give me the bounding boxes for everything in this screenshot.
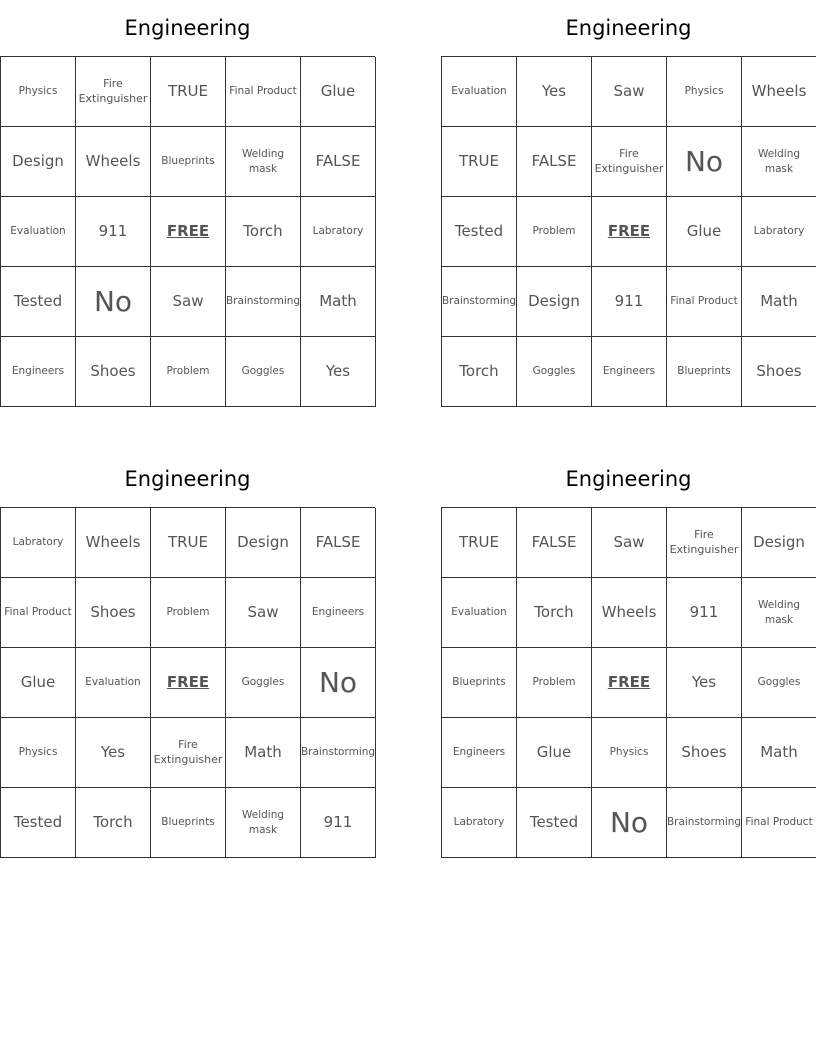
- bingo-cell: Fire Extinguisher: [151, 718, 226, 788]
- bingo-cell: Fire Extinguisher: [667, 508, 742, 578]
- bingo-grid: [441, 56, 816, 407]
- bingo-cell: Shoes: [742, 337, 816, 407]
- bingo-cell: Physics: [592, 718, 667, 788]
- bingo-cell: Saw: [592, 57, 667, 127]
- bingo-cell: Final Product: [667, 267, 742, 337]
- bingo-cell: Wheels: [592, 578, 667, 648]
- bingo-card-2: [441, 0, 816, 407]
- bingo-cell: Glue: [301, 57, 376, 127]
- bingo-cell: Shoes: [667, 718, 742, 788]
- card-title: Engineering: [565, 467, 692, 491]
- bingo-cell: Torch: [517, 578, 592, 648]
- bingo-cell: Torch: [226, 197, 301, 267]
- bingo-cell: Design: [517, 267, 592, 337]
- bingo-cell: No: [301, 648, 376, 718]
- bingo-cell: Yes: [76, 718, 151, 788]
- bingo-cell: Welding mask: [742, 127, 816, 197]
- bingo-cell: Yes: [301, 337, 376, 407]
- bingo-cell: Math: [742, 267, 816, 337]
- bingo-cell: 911: [592, 267, 667, 337]
- bingo-cell: Blueprints: [442, 648, 517, 718]
- bingo-cell: Goggles: [226, 648, 301, 718]
- bingo-cell: Labratory: [301, 197, 376, 267]
- bingo-grid: [441, 507, 816, 858]
- bingo-cell: 911: [76, 197, 151, 267]
- bingo-cell: Saw: [592, 508, 667, 578]
- bingo-cell: Tested: [1, 788, 76, 858]
- bingo-cell: Blueprints: [151, 127, 226, 197]
- bingo-cell: TRUE: [151, 57, 226, 127]
- free-space-cell: FREE: [592, 197, 667, 267]
- bingo-cell: Wheels: [76, 127, 151, 197]
- bingo-cell: Saw: [226, 578, 301, 648]
- card-title: Engineering: [124, 467, 251, 491]
- free-space-cell: FREE: [151, 648, 226, 718]
- bingo-cell: Welding mask: [226, 127, 301, 197]
- bingo-cell: Brainstorming: [301, 718, 376, 788]
- bingo-cell: Math: [226, 718, 301, 788]
- bingo-cell: Glue: [1, 648, 76, 718]
- bingo-cell: Shoes: [76, 578, 151, 648]
- bingo-cell: Brainstorming: [226, 267, 301, 337]
- bingo-cell: Goggles: [226, 337, 301, 407]
- bingo-cell: Evaluation: [442, 57, 517, 127]
- bingo-cell: Glue: [517, 718, 592, 788]
- bingo-cell: Physics: [1, 57, 76, 127]
- bingo-cell: Evaluation: [76, 648, 151, 718]
- bingo-cell: Problem: [517, 197, 592, 267]
- bingo-cell: FALSE: [301, 508, 376, 578]
- bingo-cell: Goggles: [517, 337, 592, 407]
- free-space-cell: FREE: [592, 648, 667, 718]
- bingo-cell: Math: [301, 267, 376, 337]
- bingo-cell: TRUE: [151, 508, 226, 578]
- bingo-cell: Torch: [442, 337, 517, 407]
- bingo-cell: Torch: [76, 788, 151, 858]
- bingo-cell: Final Product: [226, 57, 301, 127]
- bingo-cell: Blueprints: [667, 337, 742, 407]
- bingo-cell: Design: [742, 508, 816, 578]
- bingo-card-1: [0, 0, 375, 407]
- bingo-cell: Engineers: [592, 337, 667, 407]
- bingo-cell: Labratory: [1, 508, 76, 578]
- bingo-cell: Fire Extinguisher: [592, 127, 667, 197]
- bingo-card-3: [0, 451, 375, 858]
- bingo-cell: Tested: [442, 197, 517, 267]
- card-title: Engineering: [565, 16, 692, 40]
- bingo-cell: Engineers: [1, 337, 76, 407]
- free-space-cell: FREE: [151, 197, 226, 267]
- bingo-cell: Engineers: [442, 718, 517, 788]
- bingo-card-4: [441, 451, 816, 858]
- bingo-cell: Evaluation: [1, 197, 76, 267]
- bingo-cell: Design: [1, 127, 76, 197]
- bingo-cell: Tested: [517, 788, 592, 858]
- bingo-grid: [0, 56, 375, 407]
- bingo-cell: Problem: [517, 648, 592, 718]
- bingo-cell: Brainstorming: [667, 788, 742, 858]
- card-title: Engineering: [124, 16, 251, 40]
- bingo-cell: No: [592, 788, 667, 858]
- bingo-cell: TRUE: [442, 127, 517, 197]
- bingo-cell: Final Product: [1, 578, 76, 648]
- bingo-cell: 911: [301, 788, 376, 858]
- bingo-cell: Saw: [151, 267, 226, 337]
- bingo-cell: Problem: [151, 578, 226, 648]
- bingo-cell: No: [76, 267, 151, 337]
- bingo-cell: Shoes: [76, 337, 151, 407]
- bingo-grid: [0, 507, 375, 858]
- bingo-cell: Labratory: [742, 197, 816, 267]
- bingo-cell: 911: [667, 578, 742, 648]
- bingo-cell: FALSE: [517, 127, 592, 197]
- bingo-cell: Tested: [1, 267, 76, 337]
- bingo-cell: Labratory: [442, 788, 517, 858]
- bingo-cell: Physics: [667, 57, 742, 127]
- bingo-cell: Physics: [1, 718, 76, 788]
- bingo-cell: Wheels: [76, 508, 151, 578]
- bingo-cell: Engineers: [301, 578, 376, 648]
- bingo-cell: Yes: [667, 648, 742, 718]
- bingo-cell: Blueprints: [151, 788, 226, 858]
- bingo-cell: Yes: [517, 57, 592, 127]
- bingo-cell: Wheels: [742, 57, 816, 127]
- bingo-cell: Welding mask: [742, 578, 816, 648]
- bingo-cell: Problem: [151, 337, 226, 407]
- bingo-cell: Evaluation: [442, 578, 517, 648]
- bingo-cell: No: [667, 127, 742, 197]
- bingo-cell: Goggles: [742, 648, 816, 718]
- bingo-cell: FALSE: [301, 127, 376, 197]
- bingo-cell: Math: [742, 718, 816, 788]
- bingo-cell: Welding mask: [226, 788, 301, 858]
- bingo-cell: Design: [226, 508, 301, 578]
- bingo-cell: Glue: [667, 197, 742, 267]
- bingo-cell: Brainstorming: [442, 267, 517, 337]
- bingo-cell: Fire Extinguisher: [76, 57, 151, 127]
- bingo-cell: FALSE: [517, 508, 592, 578]
- bingo-cell: TRUE: [442, 508, 517, 578]
- bingo-cell: Final Product: [742, 788, 816, 858]
